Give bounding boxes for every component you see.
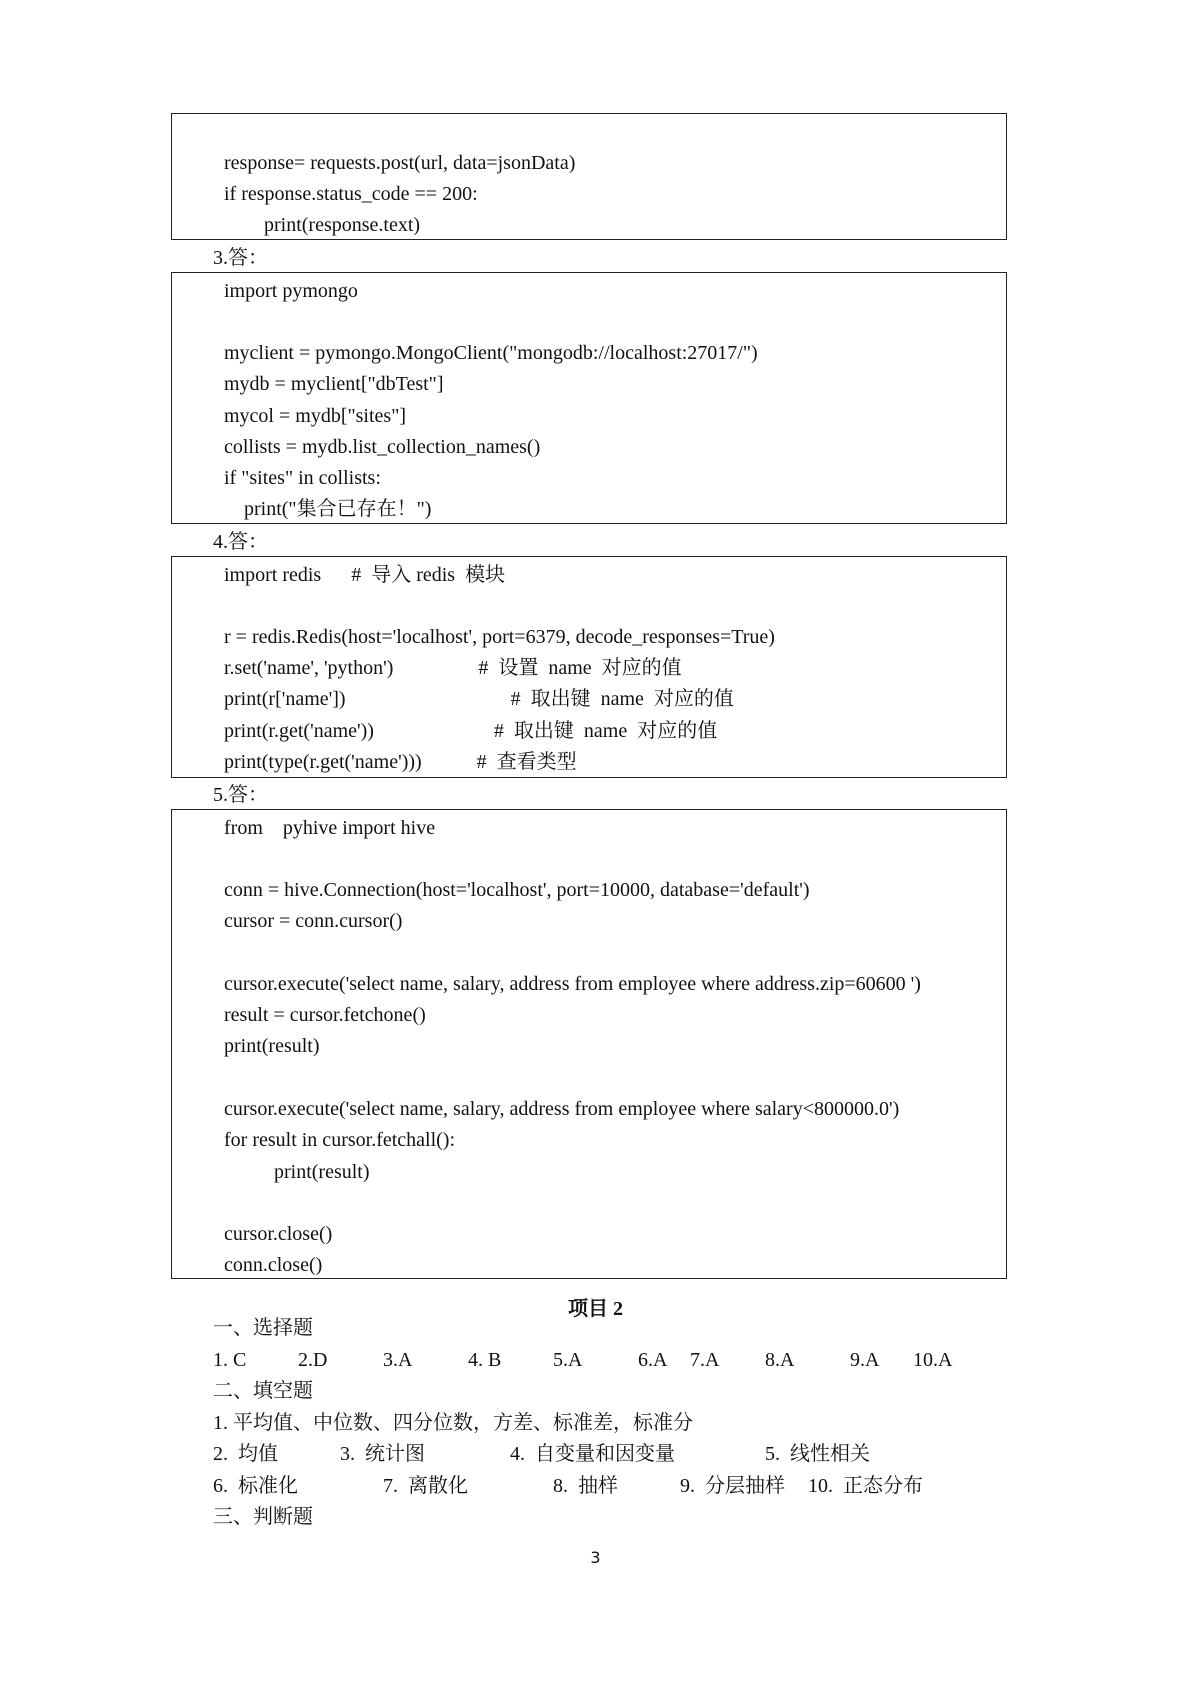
fill-answer: 4. 自变量和因变量 — [510, 1443, 675, 1465]
code-line: print("集合已存在！") — [224, 498, 432, 520]
choice-answer: 7.A — [690, 1349, 720, 1371]
code-line: collists = mydb.list_collection_names() — [224, 436, 541, 458]
fill-answer: 10. 正态分布 — [808, 1475, 923, 1497]
code-line: import pymongo — [224, 280, 358, 302]
code-line: cursor = conn.cursor() — [224, 910, 403, 932]
choice-answer: 2.D — [298, 1349, 328, 1371]
choice-answer: 3.A — [383, 1349, 413, 1371]
section-heading-choice: 一、选择题 — [213, 1317, 313, 1339]
section-heading-judge: 三、判断题 — [213, 1506, 313, 1528]
code-line: r = redis.Redis(host='localhost', port=6379, decode_responses=True) — [224, 626, 775, 648]
section-heading-fill: 二、填空题 — [213, 1380, 313, 1402]
fill-answer: 3. 统计图 — [340, 1443, 425, 1465]
fill-answer: 9. 分层抽样 — [680, 1475, 785, 1497]
code-line: print(r['name']) # 取出键 name 对应的值 — [224, 688, 734, 710]
code-line: mydb = myclient["dbTest"] — [224, 373, 444, 395]
choice-answer: 10.A — [913, 1349, 953, 1371]
choice-answer: 6.A — [638, 1349, 668, 1371]
project-title: 项目 2 — [568, 1298, 623, 1320]
code-box-5 — [171, 809, 1007, 1279]
code-box-3 — [171, 272, 1007, 524]
code-line: print(response.text) — [224, 214, 421, 236]
code-line: print(result) — [224, 1035, 320, 1057]
fill-answer: 2. 均值 — [213, 1443, 278, 1465]
code-line: if response.status_code == 200: — [224, 183, 478, 205]
code-box-4 — [171, 556, 1007, 778]
code-line: cursor.close() — [224, 1223, 333, 1245]
code-line: cursor.execute('select name, salary, address from employee where salary<800000.0') — [224, 1098, 900, 1120]
answer-label-5: 5.答： — [213, 784, 268, 806]
fill-answer: 6. 标准化 — [213, 1475, 298, 1497]
answer-label-4: 4.答： — [213, 531, 268, 553]
choice-answer: 8.A — [765, 1349, 795, 1371]
code-line: for result in cursor.fetchall(): — [224, 1129, 456, 1151]
code-line: conn = hive.Connection(host='localhost', port=10000, database='default') — [224, 879, 810, 901]
code-line: print(type(r.get('name'))) # 查看类型 — [224, 751, 577, 773]
choice-answer: 5.A — [553, 1349, 583, 1371]
code-line: cursor.execute('select name, salary, address from employee where address.zip=60600 ') — [224, 973, 921, 995]
code-line: if "sites" in collists: — [224, 467, 381, 489]
code-line: import redis # 导入 redis 模块 — [224, 564, 506, 586]
code-line: print(result) — [224, 1161, 370, 1183]
page-number: 3 — [590, 1548, 601, 1567]
code-line: r.set('name', 'python') # 设置 name 对应的值 — [224, 657, 682, 679]
fill-answer: 1. 平均值、中位数、四分位数，方差、标准差，标准分 — [213, 1412, 693, 1434]
answer-label-3: 3.答： — [213, 247, 268, 269]
code-line: from pyhive import hive — [224, 817, 436, 839]
code-line: mycol = mydb["sites"] — [224, 405, 407, 427]
fill-answer: 8. 抽样 — [553, 1475, 618, 1497]
code-line: conn.close() — [224, 1254, 323, 1276]
code-line: print(r.get('name')) # 取出键 name 对应的值 — [224, 720, 718, 742]
choice-answer: 9.A — [850, 1349, 880, 1371]
code-line: myclient = pymongo.MongoClient("mongodb://localhost:27017/") — [224, 342, 758, 364]
fill-answer: 5. 线性相关 — [765, 1443, 870, 1465]
choice-answer: 1. C — [213, 1349, 247, 1371]
choice-answer: 4. B — [468, 1349, 502, 1371]
code-line: response= requests.post(url, data=jsonData) — [224, 152, 576, 174]
code-box-2-continued — [171, 113, 1007, 240]
code-line: result = cursor.fetchone() — [224, 1004, 426, 1026]
fill-answer: 7. 离散化 — [383, 1475, 468, 1497]
